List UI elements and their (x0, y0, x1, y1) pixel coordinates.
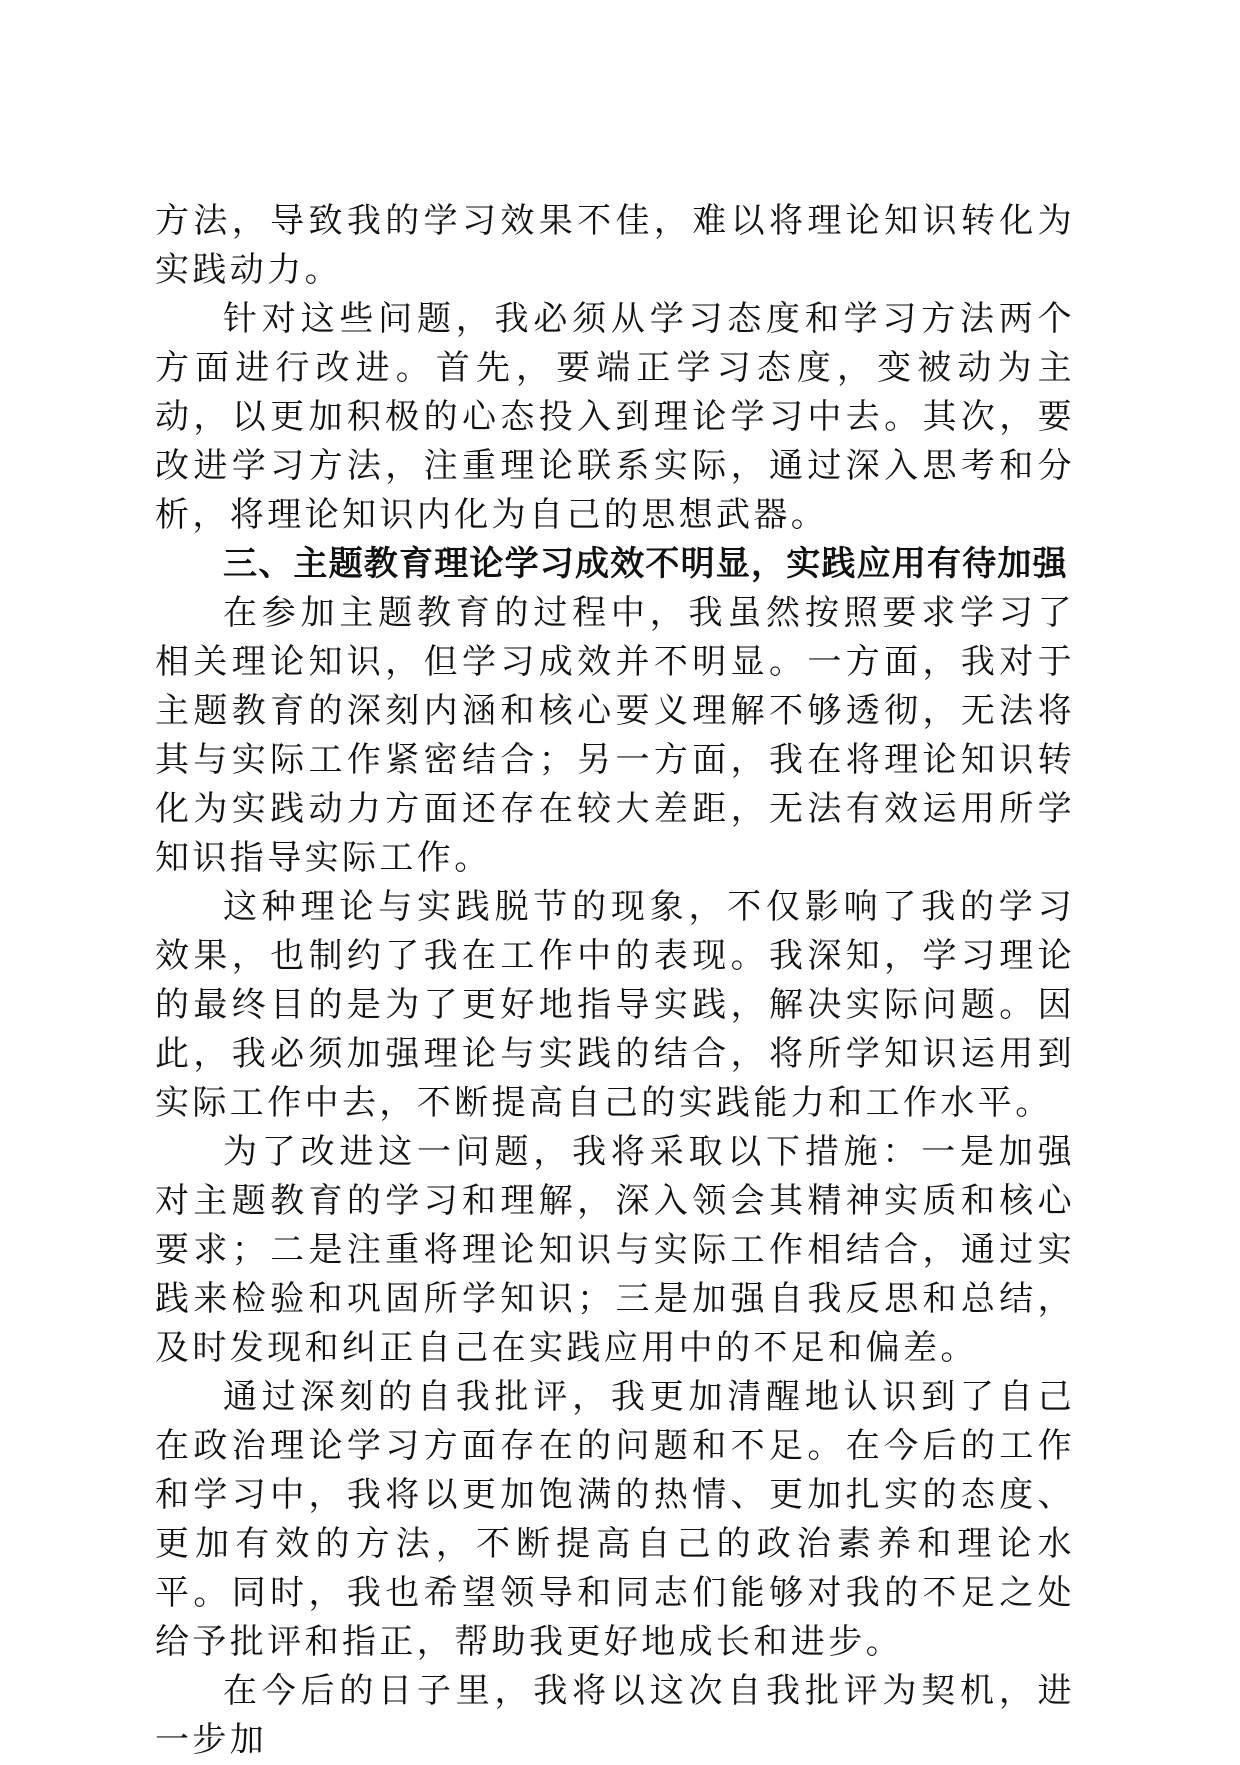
section-heading-three: 三、主题教育理论学习成效不明显，实践应用有待加强 (223, 544, 1068, 584)
paragraph-learning-results: 在参加主题教育的过程中，我虽然按照要求学习了相关理论知识，但学习成效并不明显。一方面，我对于主题教育的深刻内涵和核心要义理解不够透彻，无法将其与实际工作紧密结合；另一方面，我在将理论知识转化为实践动力方面还存在较大差距，无法有效运用所学知识指导实际工作。 (155, 593, 1075, 878)
paragraph-improvement-plan: 针对这些问题，我必须从学习态度和学习方法两个方面进行改进。首先，要端正学习态度，变被动为主动，以更加积极的心态投入到理论学习中去。其次，要改进学习方法，注重理论联系实际，通过深入思考和分析，将理论知识内化为自己的思想武器。 (155, 299, 1075, 535)
paragraph-measures: 为了改进这一问题，我将采取以下措施：一是加强对主题教育的学习和理解，深入领会其精神实质和核心要求；二是注重将理论知识与实际工作相结合，通过实践来检验和巩固所学知识；三是加强自我反思和总结，及时发现和纠正自己在实践应用中的不足和偏差。 (155, 1132, 1075, 1368)
paragraph-future-commitment: 在今后的日子里，我将以这次自我批评为契机，进一步加 (155, 1671, 1075, 1760)
paragraph-theory-practice-gap: 这种理论与实践脱节的现象，不仅影响了我的学习效果，也制约了我在工作中的表现。我深知，学习理论的最终目的是为了更好地指导实践，解决实际问题。因此，我必须加强理论与实践的结合，将所学知识运用到实际工作中去，不断提高自己的实践能力和工作水平。 (155, 887, 1075, 1123)
paragraph-continued: 方法，导致我的学习效果不佳，难以将理论知识转化为实践动力。 (155, 201, 1075, 290)
document-body (155, 197, 1075, 1765)
paragraph-self-criticism-summary: 通过深刻的自我批评，我更加清醒地认识到了自己在政治理论学习方面存在的问题和不足。在今后的工作和学习中，我将以更加饱满的热情、更加扎实的态度、更加有效的方法，不断提高自己的政治素养和理论水平。同时，我也希望领导和同志们能够对我的不足之处给予批评和指正，帮助我更好地成长和进步。 (155, 1377, 1075, 1662)
